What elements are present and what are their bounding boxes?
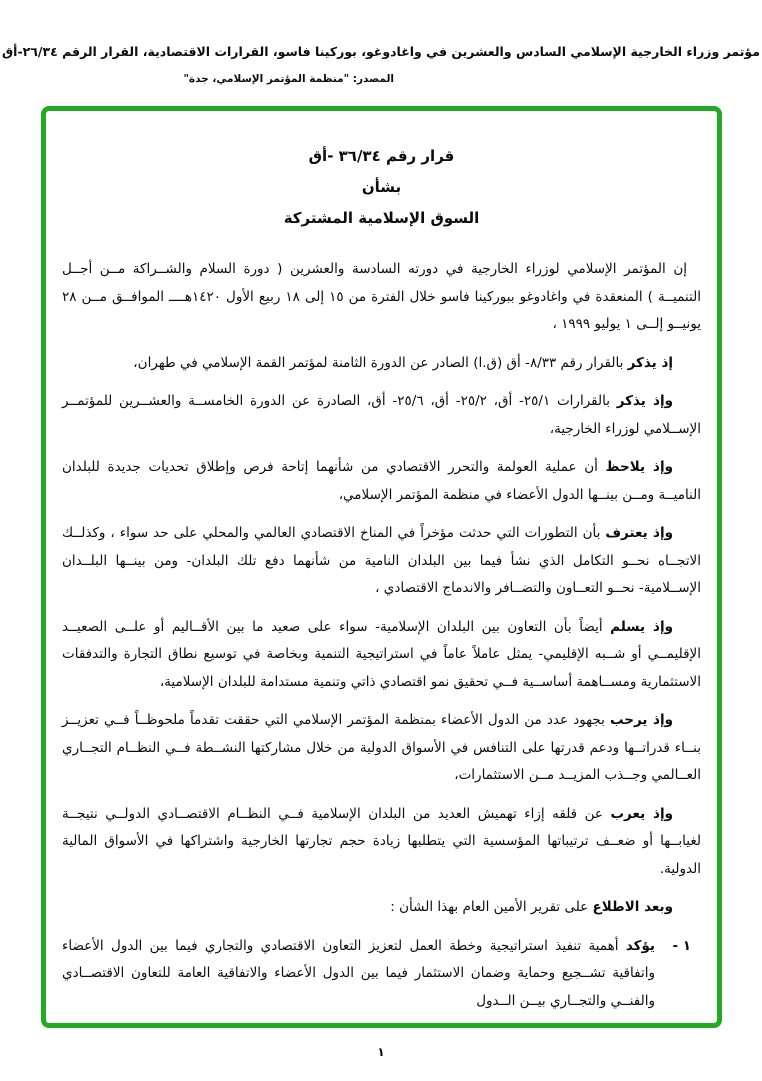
resolution-subject: السوق الإسلامية المشتركة	[283, 209, 480, 227]
resolution-regarding: بشأن	[361, 178, 402, 196]
paragraph-lead: وإذ يعترف	[605, 525, 673, 541]
preamble-paragraph	[62, 801, 701, 884]
paragraph-lead: وإذ يعرب	[610, 805, 673, 822]
item-number: ١ -	[672, 937, 691, 954]
paragraph-lead: وإذ يذكر	[616, 393, 673, 409]
preamble-paragraph	[62, 707, 701, 790]
resolution-title-block	[62, 147, 701, 228]
document-header	[0, 44, 762, 85]
preamble-paragraph	[62, 388, 701, 443]
page-number: ١	[377, 1045, 385, 1059]
paragraph-lead: وإذ يلاحظ	[605, 459, 673, 475]
resolution-body	[62, 256, 701, 1015]
paragraph-lead: وإذ يسلم	[610, 618, 673, 635]
paragraph-text: إن المؤتمر الإسلامي لوزراء الخارجية في دورته السادسة والعشرين ( دورة السلام والشــراكة مــن أجــل التنميــة ) المنعقدة في واغادوغو ببوركينا فاسو خلال الفترة من ١٥ إلى ١٨ ربيع الأول ١٤٢٠هــــ الموافــق مــن ٢٨ يونيــو إلــى ١ يوليو ١٩٩٩ ،	[62, 261, 702, 332]
preamble-paragraph	[62, 454, 701, 509]
paragraph-text: بالقرارات ٢٥/١- أق، ٢٥/٢- أق، ٢٥/٦- أق، الصادرة عن الدورة الخامســة والعشــرين للمؤتمــر الإســلامي لوزراء الخارجية،	[62, 393, 701, 437]
resolution-frame	[41, 106, 722, 1028]
header-source: المصدر: "منظمة المؤتمر الإسلامي، جدة"	[183, 73, 394, 85]
item-text	[62, 933, 655, 1016]
paragraph-text: بجهود عدد من الدول الأعضاء بمنظمة المؤتمر الإسلامي التي حققت تقدماً ملحوظــاً فــي تعزيــز بنــاء قدراتــها ودعم قدرتها على التنافس في الأسواق الدولية من خلال مشاركتها النشــطة فــي النظــام التجــاري العــالمي وجــذب المزيــد مــن الاستثمارات،	[62, 712, 701, 783]
paragraph-text: بأن التطورات التي حدثت مؤخراً في المناخ الاقتصادي العالمي والمحلي على حد سواء ، وكذلــك الاتجــاه نحــو التكامل الذي نشأ فيما بين البلدان النامية من شأنهما دفع تلك البلدان- ومن بينــها البلــدان الإســلامية- نحــو التعــاون والتضــافر والاندماج الاقتصادي ،	[62, 525, 701, 596]
preamble-paragraph	[62, 350, 701, 378]
paragraph-lead: وإذ يرحب	[610, 712, 673, 728]
paragraph-lead: يؤكد	[625, 937, 655, 954]
header-citation: مؤتمر وزراء الخارجية الإسلامي السادس والعشرين في واغادوغو، بوركينا فاسو، القرارات الاقتصادية، القرار الرقم ٢٦/٣٤-أق	[1, 44, 761, 59]
paragraph-text: عن قلقه إزاء تهميش العديد من البلدان الإسلامية فــي النظــام الاقتصــادي الدولــي نتيجــة لغيابــها أو ضعــف ترتيباتها المؤسسية التي يتطلبها زيادة حجم تجارتها الخارجية واشتراكها في الأسواق المالية الدولية.	[62, 805, 701, 877]
paragraph-text: بالقرار رقم ٨/٣٣- أق (ق.ا) الصادر عن الدورة الثامنة لمؤتمر القمة الإسلامي في طهران،	[133, 354, 628, 371]
operative-item-1	[62, 933, 701, 1016]
preamble-paragraph	[62, 520, 701, 603]
preamble-paragraph	[62, 256, 701, 339]
paragraph-lead: إذ يذكر	[627, 354, 673, 371]
paragraph-text: أيضاً بأن التعاون بين البلدان الإسلامية- سواء على صعيد ما بين الأقــاليم أو علــى الصعيــد الإقليمــي أو شــبه الإقليمي- يمثل عاملاً عاماً في استراتيجية التنمية وبخاصة في توسيع نطاق التجارة والتدفقات الاستثمارية ومســاهمة أساســية فــي تحقيق نمو اقتصادي ذاتي وتنمية مستدامة للبلدان الإسلامية،	[62, 618, 701, 690]
paragraph-text: على تقرير الأمين العام بهذا الشأن :	[390, 899, 593, 915]
resolution-number: قرار رقم ٣٦/٣٤ -أق	[308, 147, 455, 165]
preamble-paragraph	[62, 614, 701, 697]
preamble-paragraph	[62, 894, 701, 922]
paragraph-lead: وبعد الاطلاع	[592, 899, 673, 915]
paragraph-text: أن عملية العولمة والتحرر الاقتصادي من شأنهما إتاحة فرص وإطلاق تحديات جديدة للبلدان الناميــة ومــن بينــها الدول الأعضاء في منظمة المؤتمر الإسلامي،	[62, 459, 701, 503]
paragraph-text: أهمية تنفيذ استراتيجية وخطة العمل لتعزيز التعاون الاقتصادي والتجاري فيما بين الدول الأعضاء واتفاقية تشــجيع وحماية وضمان الاستثمار فيما بين الدول الأعضاء والاتفاقية العامة للتعاون الاقتصــادي والفنــي والتجــاري بيــن الــدول	[62, 937, 655, 1009]
